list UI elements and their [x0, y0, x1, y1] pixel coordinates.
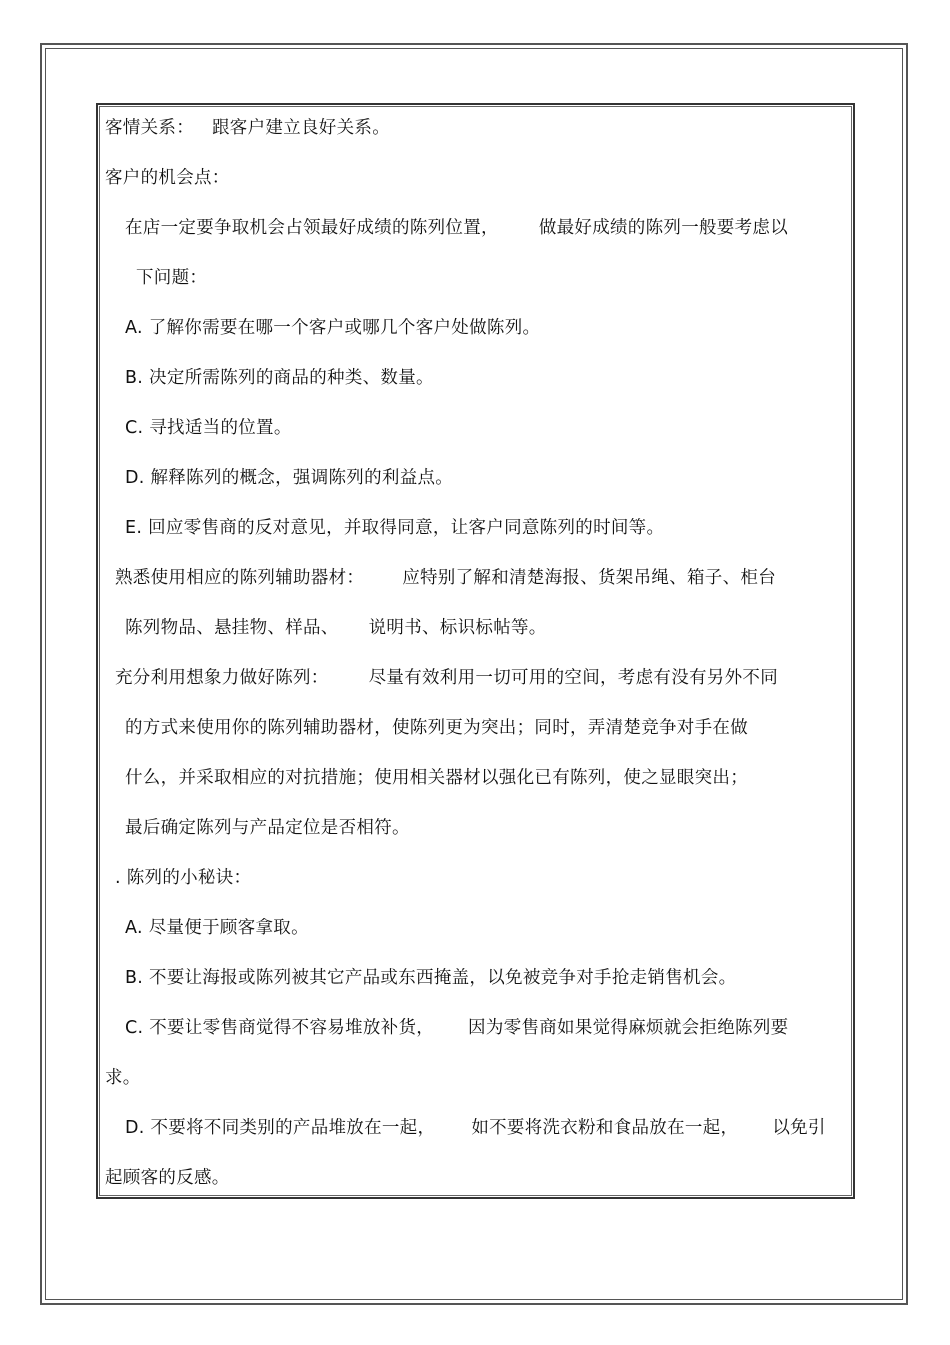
tip-item-d-line-1: [125, 1116, 826, 1140]
tip-d-part-2: 如不要将洗衣粉和食品放在一起，: [471, 1118, 739, 1138]
opportunity-item-d: D. 解释陈列的概念，强调陈列的利益点。: [125, 468, 454, 488]
tip-d-part-1: D. 不要将不同类别的产品堆放在一起，: [125, 1118, 436, 1138]
imagination-text-1: 尽量有效利用一切可用的空间，考虑有没有另外不同: [368, 668, 779, 688]
relation-label: 客情关系：: [105, 118, 194, 138]
tip-item-d-line-2: 起顾客的反感。: [105, 1168, 230, 1188]
imagination-line-3: 什么，并采取相应的对抗措施；使用相关器材以强化已有陈列，使之显眼突出；: [125, 768, 748, 788]
tip-d-part-3: 以免引: [772, 1118, 826, 1138]
imagination-line-2: 的方式来使用你的陈列辅助器材，使陈列更为突出；同时，弄清楚竞争对手在做: [125, 718, 748, 738]
tip-item-c-line-1: [125, 1016, 788, 1040]
imagination-heading: 充分利用想象力做好陈列：: [115, 668, 329, 688]
opportunity-intro-part-1: 在店一定要争取机会占领最好成绩的陈列位置，: [125, 218, 499, 238]
tip-c-part-1: C. 不要让零售商觉得不容易堆放补货，: [125, 1018, 435, 1038]
opportunity-intro-line-1: [125, 216, 788, 240]
equipment-text-1: 应特别了解和清楚海报、货架吊绳、箱子、柜台: [402, 568, 777, 588]
relation-text: 跟客户建立良好关系。: [212, 118, 390, 138]
opportunity-item-a: A. 了解你需要在哪一个客户或哪几个客户处做陈列。: [125, 318, 541, 338]
equipment-text-3: 说明书、标识标帖等。: [368, 618, 547, 638]
tip-item-c-line-2: 求。: [105, 1068, 141, 1088]
tip-c-part-2: 因为零售商如果觉得麻烦就会拒绝陈列要: [468, 1018, 789, 1038]
equipment-text-2: 陈列物品、悬挂物、样品、: [125, 618, 339, 638]
equipment-line-1: [115, 566, 776, 590]
opportunity-intro-line-2: 下问题：: [136, 268, 208, 288]
imagination-line-1: [115, 666, 778, 690]
equipment-line-2: [125, 616, 547, 640]
opportunity-intro-part-2: 做最好成绩的陈列一般要考虑以: [538, 218, 789, 238]
imagination-line-4: 最后确定陈列与产品定位是否相符。: [125, 818, 410, 838]
equipment-heading: 熟悉使用相应的陈列辅助器材：: [115, 568, 365, 588]
tips-title: . 陈列的小秘诀：: [115, 868, 252, 888]
opportunity-item-b: B. 决定所需陈列的商品的种类、数量。: [125, 368, 434, 388]
tip-item-b: B. 不要让海报或陈列被其它产品或东西掩盖，以免被竞争对手抢走销售机会。: [125, 968, 737, 988]
opportunity-item-c: C. 寻找适当的位置。: [125, 418, 292, 438]
opportunity-item-e: E. 回应零售商的反对意见，并取得同意，让客户同意陈列的时间等。: [125, 518, 665, 538]
tip-item-a: A. 尽量便于顾客拿取。: [125, 918, 309, 938]
relation-line: [105, 116, 390, 140]
opportunity-title: 客户的机会点：: [105, 168, 230, 188]
